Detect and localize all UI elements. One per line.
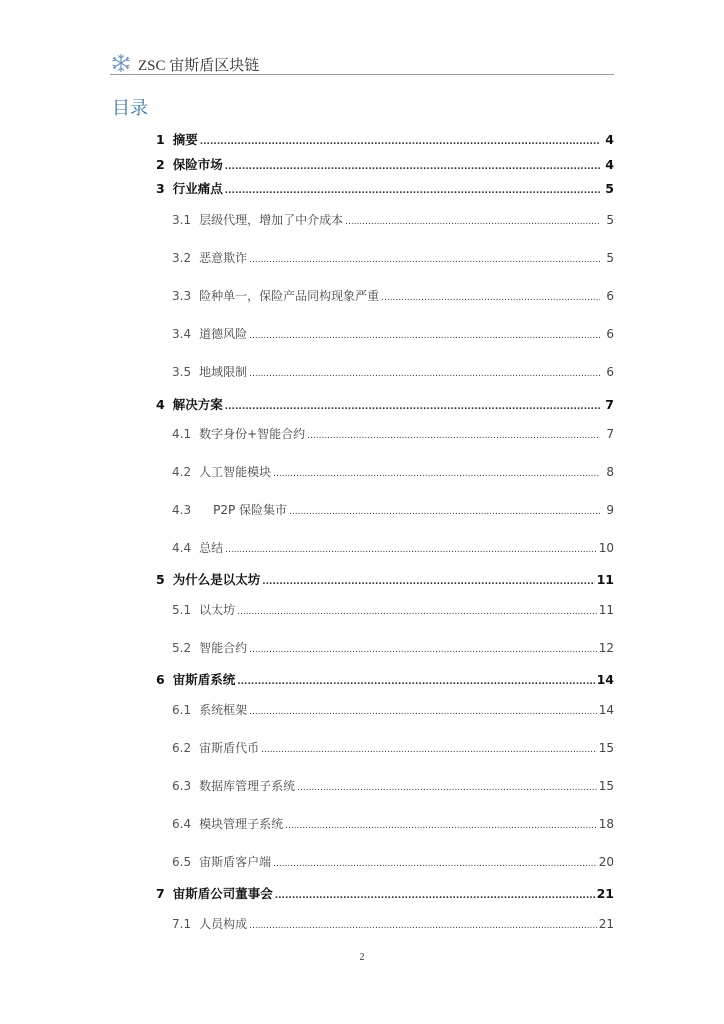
toc-heading: 目录 bbox=[112, 98, 148, 119]
toc-entry-label: 模块管理子系统 bbox=[199, 817, 284, 831]
toc-entry-label: 人工智能模块 bbox=[199, 465, 272, 479]
toc-entry-page: 15 bbox=[598, 741, 614, 755]
toc-entry[interactable] bbox=[172, 539, 614, 556]
toc-entry-label: 为什么是以太坊 bbox=[172, 572, 261, 587]
toc-entry-number: 6.2 bbox=[172, 741, 192, 755]
toc-entry-number: 4.3 bbox=[172, 503, 192, 517]
toc-entry-number: 3.4 bbox=[172, 327, 192, 341]
toc-entry-number: 4.1 bbox=[172, 427, 192, 441]
toc-entry-label: 摘要 bbox=[172, 132, 198, 147]
toc-entry-label: 数字身份+智能合约 bbox=[199, 427, 306, 441]
toc-leader-dots bbox=[225, 541, 597, 555]
toc-leader-dots bbox=[307, 427, 600, 441]
toc-entry[interactable] bbox=[172, 425, 614, 442]
toc-entry[interactable] bbox=[172, 853, 614, 870]
toc-entry-page: 6 bbox=[606, 289, 614, 303]
toc-entry-number: 1 bbox=[156, 132, 165, 147]
toc-leader-dots bbox=[249, 917, 597, 931]
toc-leader-dots bbox=[261, 741, 597, 755]
header-title: ZSC 宙斯盾区块链 bbox=[138, 58, 260, 74]
toc-entry-number: 6.4 bbox=[172, 817, 192, 831]
toc-entry-page: 15 bbox=[598, 779, 614, 793]
toc-entry-label: 保险市场 bbox=[172, 157, 223, 172]
toc-entry-page: 20 bbox=[598, 855, 614, 869]
toc-entry-label: 层级代理，增加了中介成本 bbox=[199, 213, 344, 227]
page-number: 2 bbox=[359, 952, 365, 963]
toc-entry[interactable] bbox=[172, 463, 614, 480]
toc-entry-page: 7 bbox=[605, 397, 614, 412]
toc-entry-page: 14 bbox=[596, 672, 614, 687]
toc-leader-dots bbox=[262, 572, 594, 587]
toc-entry-label: 解决方案 bbox=[172, 397, 223, 412]
toc-entry-number: 3 bbox=[156, 181, 165, 196]
toc-entry-page: 14 bbox=[598, 703, 614, 717]
toc-entry-number: 3.2 bbox=[172, 251, 192, 265]
toc-entry[interactable] bbox=[172, 363, 614, 380]
toc-entry-label: 宙斯盾公司董事会 bbox=[172, 886, 273, 901]
toc-leader-dots bbox=[249, 641, 597, 655]
toc-entry-page: 11 bbox=[596, 572, 614, 587]
toc-leader-dots bbox=[249, 251, 600, 265]
toc-entry-label: 宙斯盾代币 bbox=[199, 741, 260, 755]
toc-entry-page: 6 bbox=[606, 365, 614, 379]
toc-entry-page: 4 bbox=[605, 157, 614, 172]
toc-leader-dots bbox=[381, 289, 600, 303]
toc-entry-label: 恶意欺诈 bbox=[199, 251, 248, 265]
toc-entry-page: 12 bbox=[598, 641, 614, 655]
toc-entry-label: 宙斯盾系统 bbox=[172, 672, 236, 687]
toc-leader-dots bbox=[297, 779, 597, 793]
toc-entry-label: P2P 保险集市 bbox=[213, 503, 288, 517]
toc-entry-number: 4.2 bbox=[172, 465, 192, 479]
toc-entry-page: 6 bbox=[606, 327, 614, 341]
toc-leader-dots bbox=[249, 703, 597, 717]
toc-entry-number: 3.1 bbox=[172, 213, 192, 227]
toc-entry[interactable] bbox=[172, 915, 614, 932]
toc-entry[interactable] bbox=[172, 601, 614, 618]
toc-entry-label: 总结 bbox=[199, 541, 224, 555]
toc-entry-page: 5 bbox=[606, 213, 614, 227]
toc-entry-number: 6.1 bbox=[172, 703, 192, 717]
toc-entry-label: 人员构成 bbox=[199, 917, 248, 931]
toc-leader-dots bbox=[273, 465, 600, 479]
toc-entry[interactable] bbox=[156, 155, 614, 173]
toc-leader-dots bbox=[249, 365, 600, 379]
toc-entry[interactable] bbox=[172, 739, 614, 756]
toc-leader-dots bbox=[285, 817, 597, 831]
toc-entry-page: 5 bbox=[606, 251, 614, 265]
toc-entry-page: 21 bbox=[598, 917, 614, 931]
toc-entry[interactable] bbox=[172, 639, 614, 656]
toc-leader-dots bbox=[200, 132, 600, 147]
toc-entry-number: 3.5 bbox=[172, 365, 192, 379]
toc-leader-dots bbox=[273, 855, 597, 869]
toc-entry-page: 21 bbox=[596, 886, 614, 901]
toc-entry-number: 7 bbox=[156, 886, 165, 901]
toc-entry-page: 9 bbox=[606, 503, 614, 517]
toc-entry-label: 数据库管理子系统 bbox=[199, 779, 296, 793]
toc-entry-number: 5.1 bbox=[172, 603, 192, 617]
toc-leader-dots bbox=[289, 503, 600, 517]
toc-entry-number: 5 bbox=[156, 572, 165, 587]
toc-entry[interactable] bbox=[172, 815, 614, 832]
toc-leader-dots bbox=[237, 672, 594, 687]
page-header bbox=[110, 52, 614, 75]
toc-entry-page: 5 bbox=[605, 181, 614, 196]
toc-entry-number: 6.5 bbox=[172, 855, 192, 869]
toc-entry-number: 4.4 bbox=[172, 541, 192, 555]
toc-leader-dots bbox=[249, 327, 600, 341]
toc-entry-number: 3.3 bbox=[172, 289, 192, 303]
snowflake-logo-icon bbox=[110, 53, 132, 73]
toc-entry-page: 7 bbox=[606, 427, 614, 441]
toc-entry-number: 2 bbox=[156, 157, 165, 172]
toc-entry-number: 4 bbox=[156, 397, 165, 412]
toc-leader-dots bbox=[225, 397, 600, 412]
toc-entry[interactable] bbox=[172, 325, 614, 342]
toc-entry-page: 11 bbox=[598, 603, 614, 617]
toc-entry[interactable] bbox=[156, 570, 614, 588]
toc-entry[interactable] bbox=[172, 287, 614, 304]
toc-leader-dots bbox=[275, 886, 595, 901]
toc-entry-label: 道德风险 bbox=[199, 327, 248, 341]
toc-entry-label: 行业痛点 bbox=[172, 181, 223, 196]
toc-entry[interactable] bbox=[156, 395, 614, 413]
toc-leader-dots bbox=[225, 181, 600, 196]
toc-entry-label: 智能合约 bbox=[199, 641, 248, 655]
toc-entry[interactable] bbox=[172, 701, 614, 718]
toc-entry[interactable] bbox=[156, 670, 614, 688]
toc-leader-dots bbox=[225, 157, 600, 172]
toc-entry-page: 18 bbox=[598, 817, 614, 831]
toc-entry-label: 以太坊 bbox=[199, 603, 236, 617]
toc-entry-number: 6 bbox=[156, 672, 165, 687]
toc-entry[interactable] bbox=[172, 211, 614, 228]
toc-entry[interactable] bbox=[156, 179, 614, 197]
toc-entry-number: 5.2 bbox=[172, 641, 192, 655]
toc-entry-label: 宙斯盾客户端 bbox=[199, 855, 272, 869]
toc-entry-page: 4 bbox=[605, 132, 614, 147]
toc-entry-label: 系统框架 bbox=[199, 703, 248, 717]
toc-leader-dots bbox=[237, 603, 597, 617]
toc-entry[interactable] bbox=[172, 501, 614, 518]
toc-entry[interactable] bbox=[156, 130, 614, 148]
toc-entry[interactable] bbox=[172, 777, 614, 794]
toc-entry-label: 险种单一，保险产品同构现象严重 bbox=[199, 289, 380, 303]
toc-entry-label: 地域限制 bbox=[199, 365, 248, 379]
toc-entry[interactable] bbox=[156, 884, 614, 902]
toc-entry-number: 6.3 bbox=[172, 779, 192, 793]
toc-entry-page: 8 bbox=[606, 465, 614, 479]
toc-leader-dots bbox=[345, 213, 600, 227]
toc-entry[interactable] bbox=[172, 249, 614, 266]
toc-entry-number: 7.1 bbox=[172, 917, 192, 931]
toc-entry-page: 10 bbox=[598, 541, 614, 555]
